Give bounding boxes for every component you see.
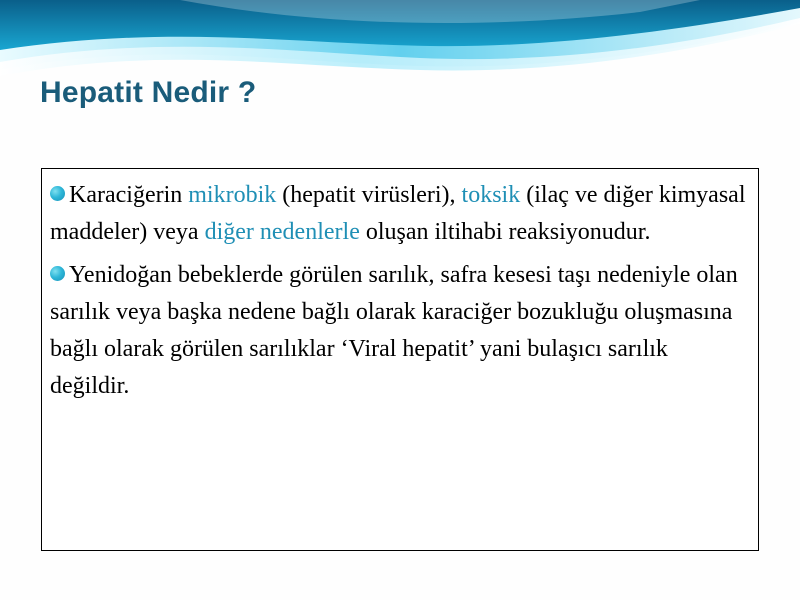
highlight-diger-nedenlerle: diğer nedenlerle <box>204 219 360 245</box>
bullet-dot-icon <box>50 186 65 201</box>
highlight-toksik: toksik <box>461 182 521 208</box>
bullet-1-text: (hepatit virüsleri), <box>276 182 462 208</box>
bullet-1-text: Karaciğerin <box>69 182 189 208</box>
bullet-1-text: (ilaç ve diğer kimyasal maddeler) veya <box>50 182 746 245</box>
bullet-dot-icon <box>50 266 65 281</box>
content-box <box>41 168 759 551</box>
bullet-item-1 <box>50 177 748 251</box>
bullet-item-2 <box>50 257 748 405</box>
bullet-2-text: Yenidoğan bebeklerde görülen sarılık, safra kesesi taşı nedeniyle olan sarılık veya başka nedene bağlı olarak karaciğer bozukluğu oluşmasına bağlı olarak görülen sarılıklar ‘Viral hepatit’ yani bulaşıcı sarılık değildir. <box>50 262 738 399</box>
slide-title: Hepatit Nedir ? <box>40 76 257 109</box>
highlight-mikrobik: mikrobik <box>188 182 277 208</box>
bullet-1-text: oluşan iltihabi reaksiyonudur. <box>359 219 651 245</box>
header-wave-decoration <box>0 0 800 80</box>
